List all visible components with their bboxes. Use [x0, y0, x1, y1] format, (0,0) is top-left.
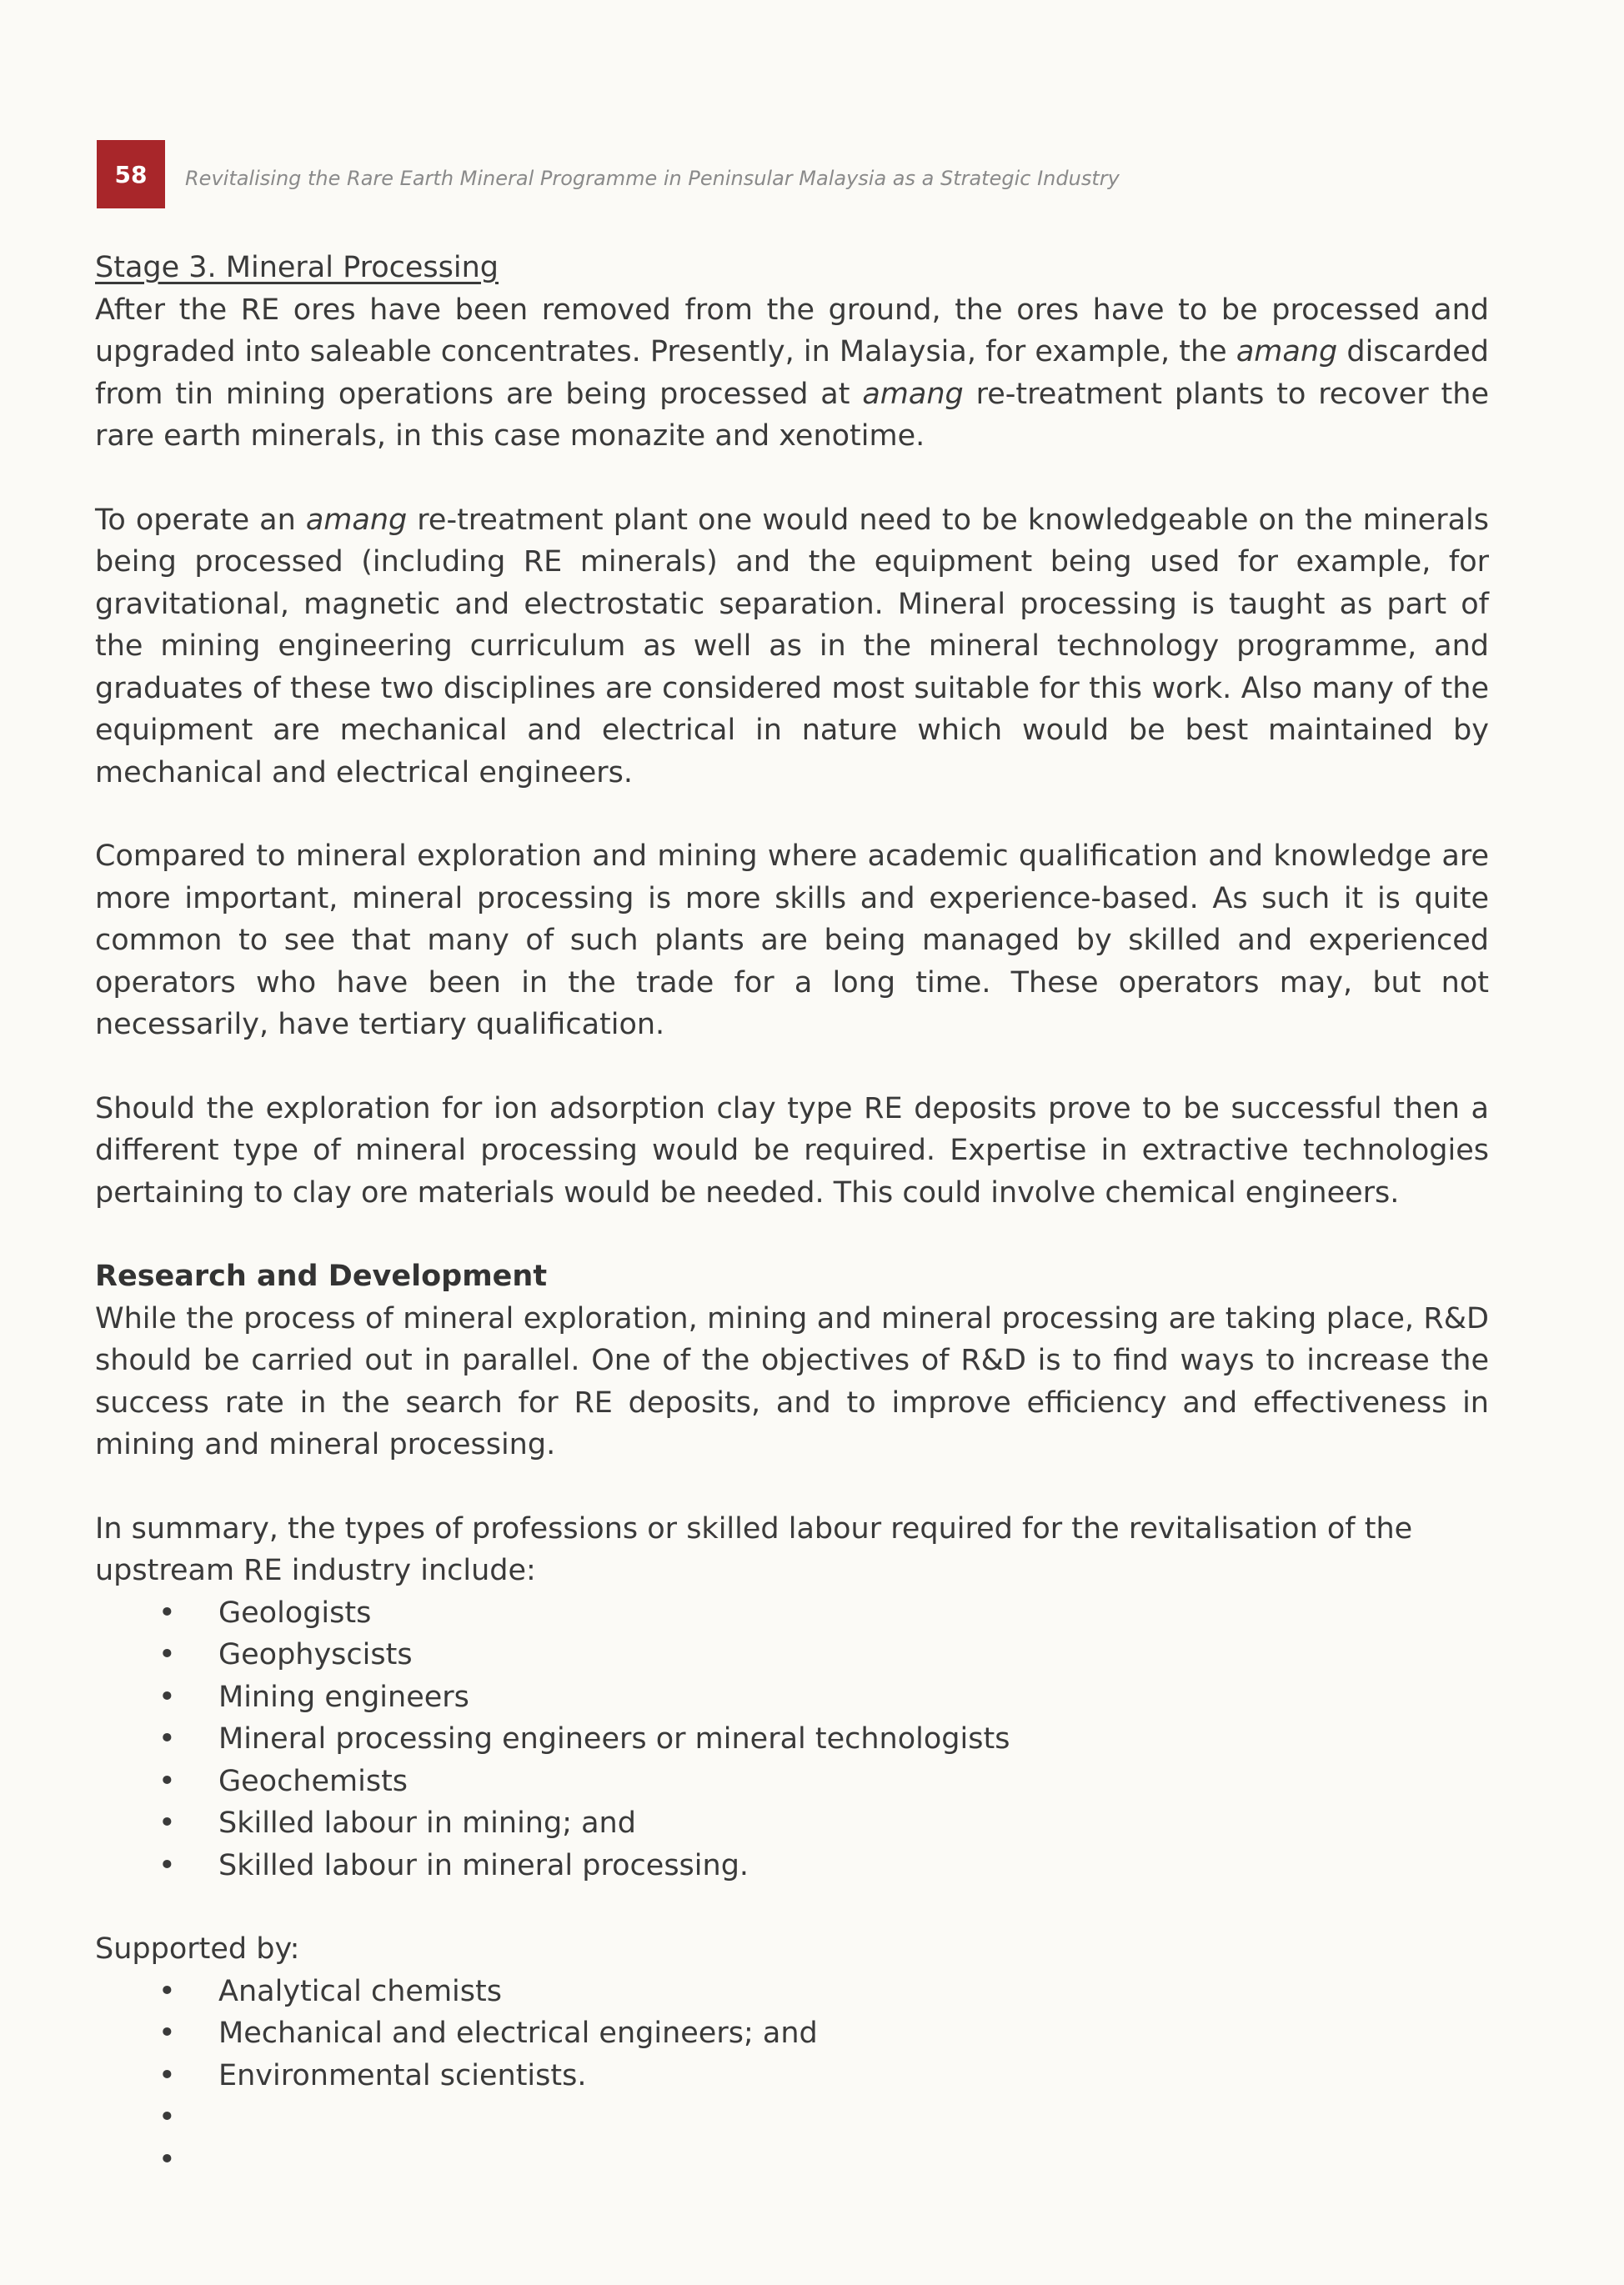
list-item: [95, 1676, 1489, 1719]
stage-3-section: [95, 247, 1489, 458]
supported-by-label: Supported by:: [95, 1932, 300, 1966]
stage-3-paragraph-4: Should the exploration for ion adsorption clay type RE deposits prove to be successful then a different type of mineral processing would be required. Expertise in extractive technologies pertaining to clay ore materials would be needed. This could involve chemical engineers.: [95, 1091, 1489, 1210]
text-run: re-treatment plants to recover the rare earth minerals, in this case monazite and xenotime.: [95, 377, 1489, 453]
list-item-text: Environmental scientists.: [218, 2058, 587, 2092]
list-item-text: Mining engineers: [218, 1680, 469, 1714]
summary-intro: In summary, the types of professions or skilled labour required for the revitalisation of the upstream RE industry include:: [95, 1511, 1413, 1587]
page-body: [95, 247, 1489, 2222]
running-header: Revitalising the Rare Earth Mineral Programme in Peninsular Malaysia as a Strategic Industry: [185, 167, 1120, 190]
professions-list: [95, 1592, 1489, 1887]
list-item: [95, 1845, 1489, 1887]
emphasis-term: amang: [1236, 335, 1338, 368]
bullet-icon: •: [158, 1764, 176, 1798]
list-item-text: Geophyscists: [218, 1638, 413, 1671]
text-run: discarded from tin mining operations are being processed at: [95, 335, 1489, 411]
supporting-roles-list: [95, 1971, 1489, 2182]
bullet-icon: •: [158, 1806, 176, 1840]
bullet-icon: •: [158, 1638, 176, 1671]
list-item-text: Geologists: [218, 1596, 372, 1630]
text-run: re-treatment plant one would need to be knowledgeable on the minerals being processed (including RE minerals) and the equipment being used for example, for gravitational, magnetic and electrostatic separation. Mineral processing is taught as part of the mining engineering curriculum as well as in the mineral technology programme, and graduates of these two disciplines are considered most suitable for this work. Also many of the equipment are mechanical and electrical in nature which would be best maintained by mechanical and electrical engineers.: [95, 503, 1489, 789]
list-item: [95, 1971, 1489, 2013]
bullet-icon: •: [158, 2017, 176, 2050]
bullet-icon: •: [158, 1596, 176, 1630]
list-item-text: Skilled labour in mineral processing.: [218, 1848, 749, 1882]
list-item: [95, 1718, 1489, 1761]
stage-3-paragraph-2: [95, 499, 1489, 794]
list-item: [95, 1592, 1489, 1635]
list-item: [95, 1634, 1489, 1676]
bullet-icon: •: [158, 1848, 176, 1882]
bullet-icon: •: [158, 1974, 176, 2008]
list-item: [95, 1761, 1489, 1803]
list-item: [95, 2139, 1489, 2182]
text-run: To operate an: [95, 503, 306, 537]
page-number-badge: 58: [97, 140, 165, 208]
bullet-icon: •: [158, 1722, 176, 1756]
bullet-icon: •: [158, 1680, 176, 1714]
text-run: After the RE ores have been removed from the ground, the ores have to be processed and upgraded into saleable concentrates. Presently, in Malaysia, for example, the: [95, 293, 1489, 368]
emphasis-term: amang: [862, 377, 964, 411]
list-item: [95, 2055, 1489, 2097]
bullet-icon: •: [158, 2101, 176, 2134]
list-item: [95, 2012, 1489, 2055]
research-heading: Research and Development: [95, 1260, 548, 1293]
stage-3-paragraph-3: Compared to mineral exploration and mining where academic qualification and knowledge are more important, mineral processing is more skills and experience-based. As such it is quite common to see that many of such plants are being managed by skilled and experienced operators who have been in the trade for a long time. These operators may, but not necessarily, have tertiary qualification.: [95, 839, 1489, 1041]
list-item-text: Analytical chemists: [218, 1974, 502, 2008]
stage-3-paragraph-1: [95, 289, 1489, 458]
bullet-icon: •: [158, 2058, 176, 2092]
list-item-text: Mineral processing engineers or mineral technologists: [218, 1722, 1010, 1756]
research-paragraph: While the process of mineral exploration, mining and mineral processing are taking place, R&D should be carried out in parallel. One of the objectives of R&D is to find ways to increase the success rate in the search for RE deposits, and to improve efficiency and effectiveness in mining and mineral processing.: [95, 1301, 1489, 1461]
research-section: [95, 1255, 1489, 1466]
list-item-text: Skilled labour in mining; and: [218, 1806, 636, 1840]
list-item: [95, 1802, 1489, 1845]
bullet-icon: •: [158, 2142, 176, 2177]
list-item-text: Geochemists: [218, 1764, 409, 1798]
list-item: [95, 2097, 1489, 2139]
emphasis-term: amang: [305, 503, 408, 537]
list-item-text: Mechanical and electrical engineers; and: [218, 2017, 818, 2050]
stage-3-heading: Stage 3. Mineral Processing: [95, 251, 499, 284]
